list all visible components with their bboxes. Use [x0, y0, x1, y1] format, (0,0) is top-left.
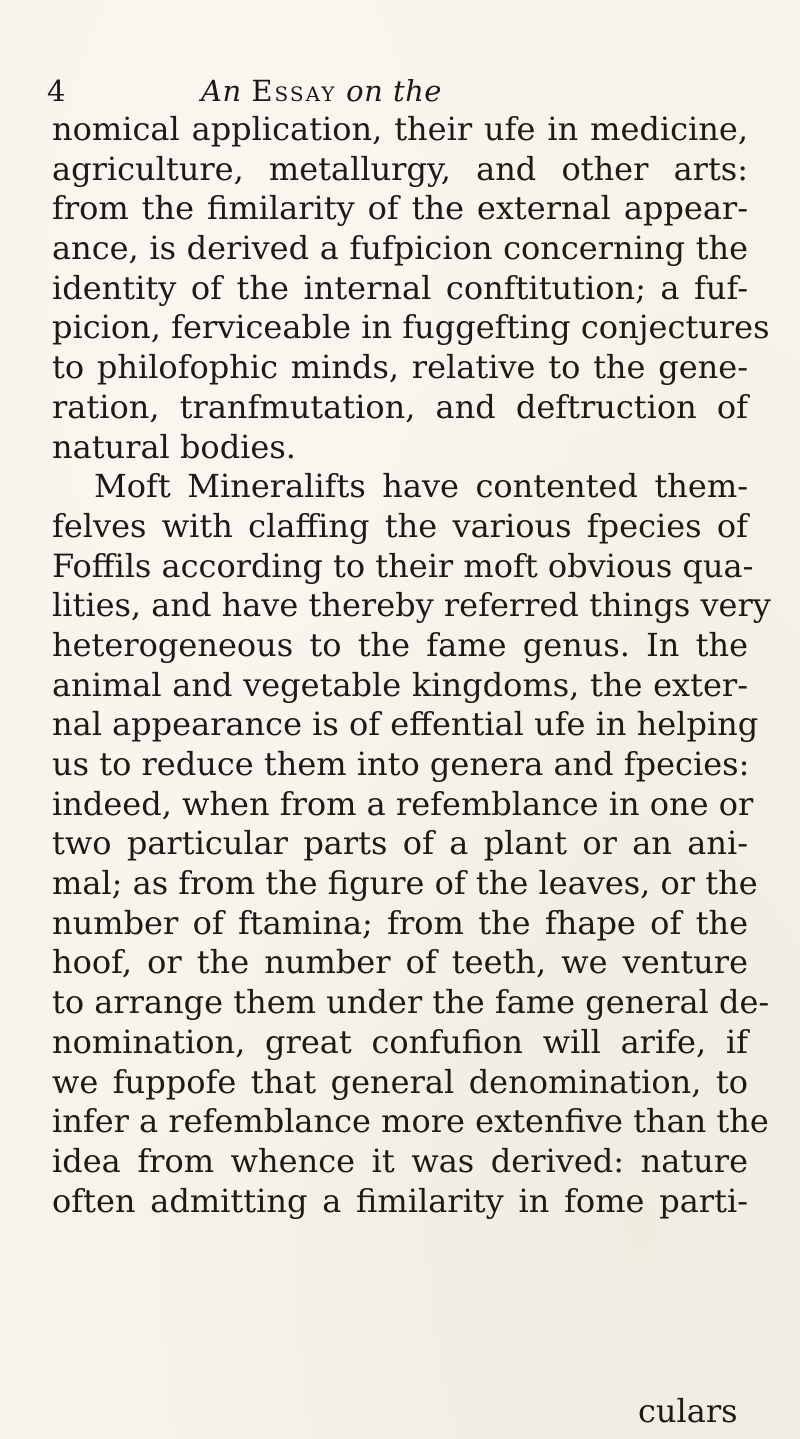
text-line: nomical application, their ufe in medicine, — [52, 110, 748, 148]
text-line: from the fimilarity of the external appear- — [52, 189, 748, 228]
text-line: us to reduce them into genera and fpecies: — [52, 745, 750, 783]
text-line: identity of the internal conftitution; a fuf- — [52, 268, 748, 307]
paragraph-start-line: Moft Mineralifts have contented them- — [94, 467, 748, 506]
page-number: 4 — [47, 74, 66, 108]
title-prefix: An — [201, 74, 242, 108]
text-line: often admitting a fimilarity in fome parti- — [52, 1181, 748, 1220]
text-line: to philofophic minds, relative to the gene- — [52, 348, 748, 387]
text-line: ance, is derived a fufpicion concerning the — [52, 229, 748, 268]
running-title — [201, 74, 442, 108]
text-line: number of ftamina; from the fhape of the — [52, 903, 748, 942]
text-line: felves with claffing the various fpecies of — [52, 506, 748, 545]
text-line: nomination, great confufion will arife, if — [52, 1022, 748, 1061]
title-main: Essay — [251, 74, 337, 108]
text-line: hoof, or the number of teeth, we venture — [52, 943, 748, 982]
text-line: Foffils according to their moft obvious qua- — [52, 546, 754, 585]
text-line: mal; as from the figure of the leaves, or the — [52, 864, 758, 903]
body-text — [52, 110, 771, 1221]
title-suffix: on the — [346, 74, 442, 108]
text-line: nal appearance is of effential ufe in helping — [52, 705, 759, 744]
text-line: we fuppofe that general denomination, to — [52, 1062, 748, 1101]
text-line: lities, and have thereby referred things very — [52, 586, 771, 625]
paragraph-end-line: natural bodies. — [52, 427, 296, 466]
text-line: to arrange them under the fame general de- — [52, 983, 770, 1022]
text-line: indeed, when from a refemblance in one or — [52, 784, 754, 823]
text-line: picion, ferviceable in fuggefting conjectures — [52, 308, 770, 347]
text-line: heterogeneous to the fame genus. In the — [52, 625, 748, 664]
text-line: agriculture, metallurgy, and other arts: — [52, 149, 748, 188]
text-line: ration, tranfmutation, and deftruction of — [52, 387, 748, 426]
text-line: idea from whence it was derived: nature — [52, 1141, 748, 1180]
text-line: infer a refemblance more extenfive than the — [52, 1102, 769, 1141]
text-line: animal and vegetable kingdoms, the exter- — [52, 665, 748, 704]
text-line: two particular parts of a plant or an ani- — [52, 824, 748, 863]
catchword: culars — [638, 1392, 738, 1430]
